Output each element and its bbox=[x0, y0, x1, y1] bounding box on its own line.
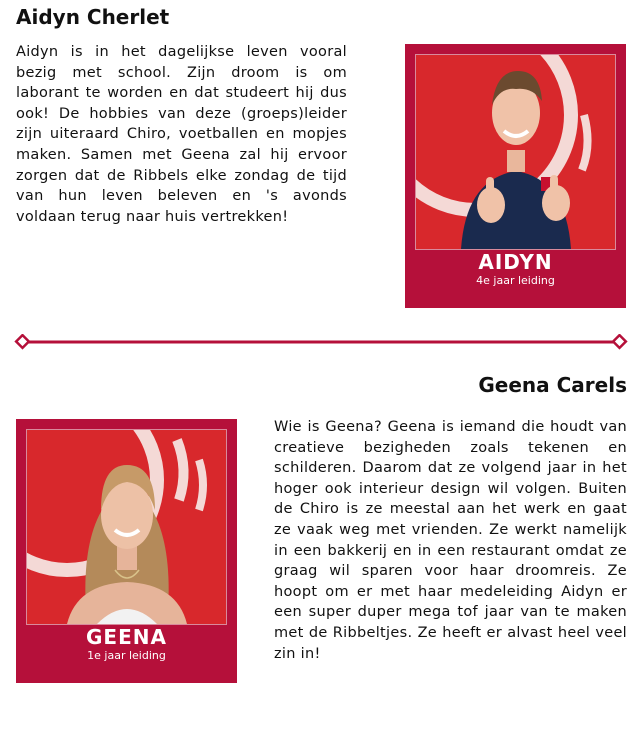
divider-diamond-right bbox=[613, 335, 626, 348]
profile-card bbox=[16, 419, 237, 683]
member-section-geena bbox=[0, 360, 643, 745]
member-section-aidyn bbox=[0, 0, 643, 320]
divider-diamond-left bbox=[16, 335, 29, 348]
card-role: 4e jaar leiding bbox=[476, 274, 555, 287]
card-name: AIDYN bbox=[478, 250, 553, 274]
profile-photo-illustration bbox=[27, 430, 226, 624]
profile-photo bbox=[415, 54, 616, 250]
member-name-heading: Aidyn Cherlet bbox=[16, 5, 170, 29]
profile-card bbox=[405, 44, 626, 308]
profile-photo-illustration bbox=[416, 55, 615, 249]
card-role: 1e jaar leiding bbox=[87, 649, 166, 662]
card-name: GEENA bbox=[86, 625, 167, 649]
section-divider bbox=[14, 334, 628, 350]
member-bio: Aidyn is in het dagelijkse leven vooral bezig met school. Zijn droom is om laborant te worden en dat studeert hij dus ook! De hobbies van deze (groeps)leider zijn uiteraard Chiro, voetballen en mopjes maken. Samen met Geena zal hij ervoor zorgen dat de Ribbels elke zondag de tijd van hun leven beleven en 's avonds voldaan terug naar huis vertrekken! bbox=[16, 44, 347, 225]
member-bio: Wie is Geena? Geena is iemand die houdt van creatieve bezigheden zoals tekenen en schilderen. Daarom dat ze volgend jaar in het hoger ook interieur design wil volgen. Buiten de Chiro is ze meestal aan het werk en gaat ze vaak weg met vrienden. Ze werkt namelijk in een bakkerij en in een restaurant omdat ze graag wil sparen voor haar droomreis. Ze hoopt om er met haar medeleiding Aidyn er een super duper mega tof jaar van te maken met de Ribbeltjes. Ze heeft er alvast heel veel zin in! bbox=[274, 419, 627, 662]
profile-photo bbox=[26, 429, 227, 625]
member-name-heading: Geena Carels bbox=[478, 373, 627, 397]
